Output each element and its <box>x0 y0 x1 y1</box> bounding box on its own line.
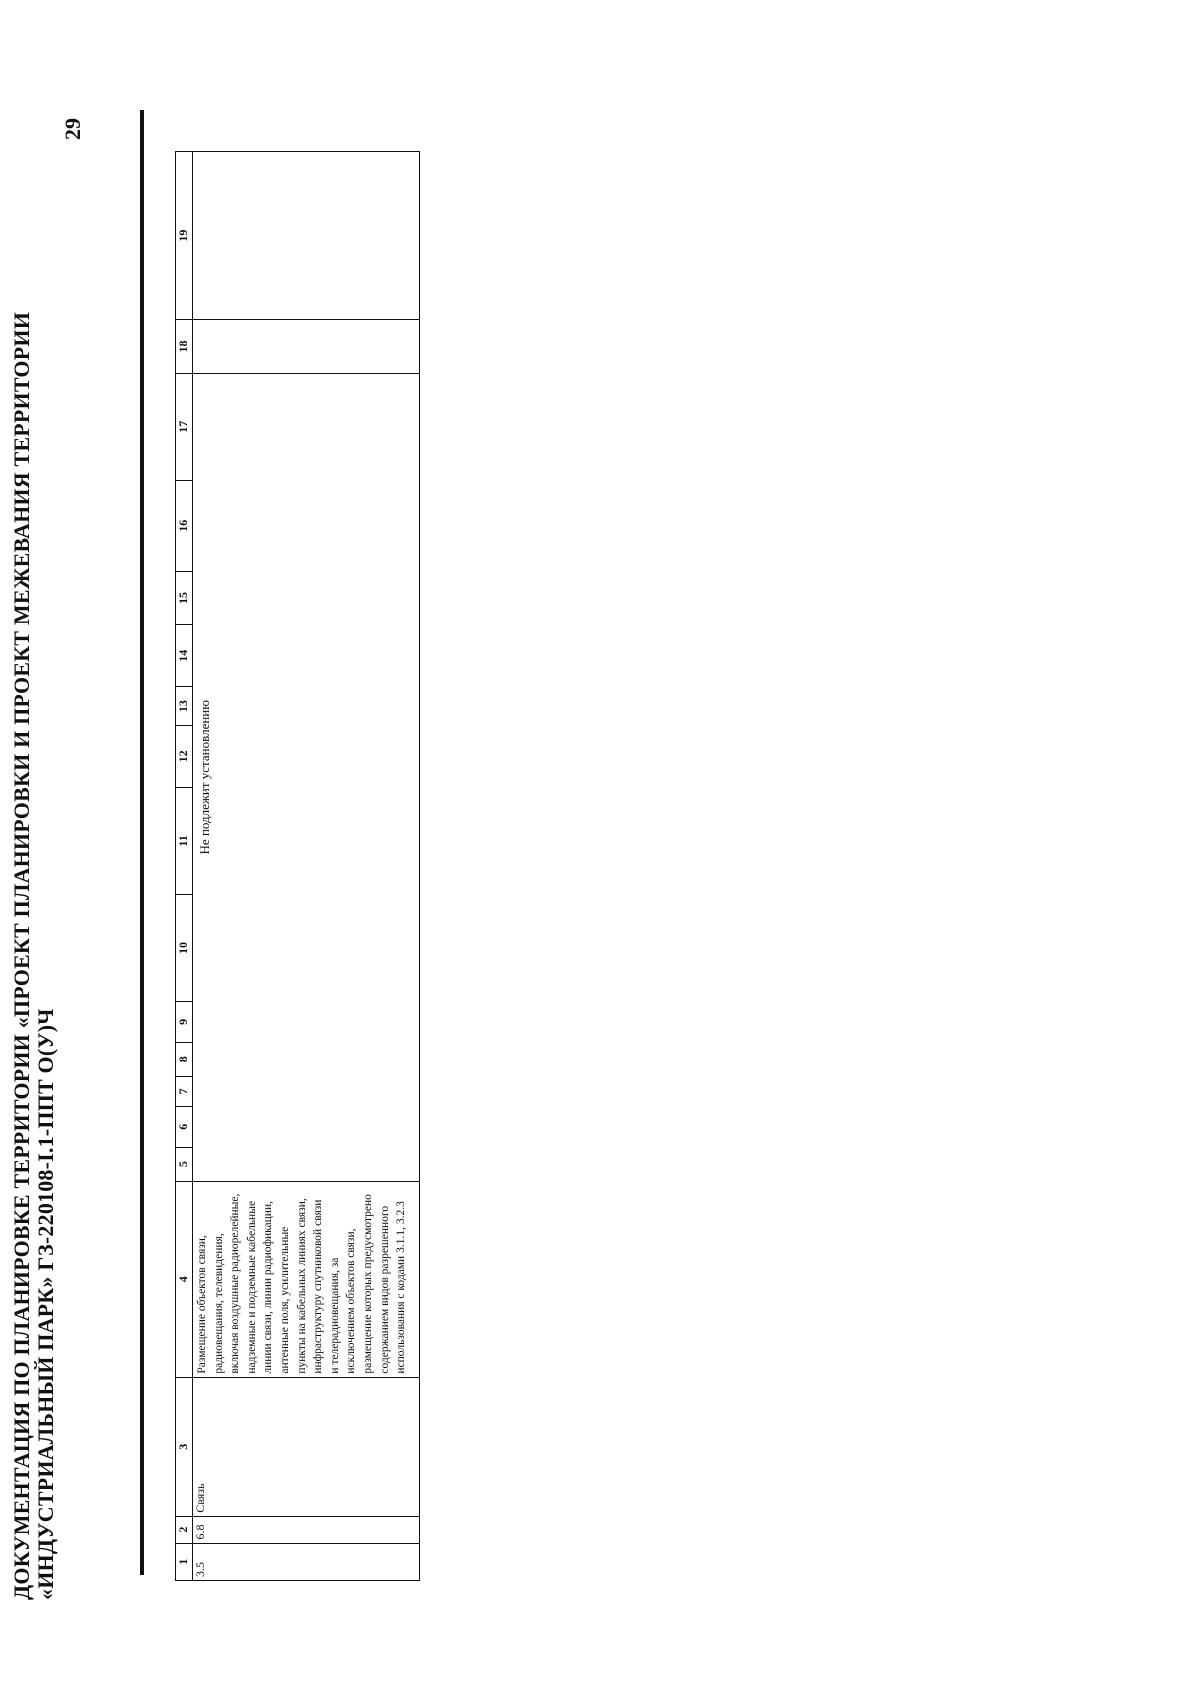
description-line: содержанием видов разрешенного <box>378 1205 391 1374</box>
cell-empty <box>193 320 420 374</box>
description-line: исключением объектов связи, <box>345 1228 358 1374</box>
header-line-2: «ИНДУСТРИАЛЬНЫЙ ПАРК» ГЗ-220108-I.1-ППТ О(У)Ч <box>33 1008 58 1600</box>
col-number: 4 <box>176 1181 193 1377</box>
column-number-row <box>176 152 193 1581</box>
col-number: 16 <box>176 480 193 571</box>
header-rule <box>140 110 144 1575</box>
cell-code: 3.5 <box>193 1543 420 1580</box>
table <box>175 151 420 1581</box>
regulations-table <box>175 151 420 1581</box>
cell-merged-not-established: Не подлежит установлению <box>193 373 420 1181</box>
description-line: антенные поля, усилительные <box>278 1226 291 1374</box>
col-number: 18 <box>176 320 193 374</box>
description-line: Размещение объектов связи, <box>196 1235 208 1374</box>
col-number: 11 <box>176 787 193 894</box>
description-line: инфраструктуру спутниковой связи <box>312 1199 325 1374</box>
description-line: надземные и подземные кабельные <box>245 1200 258 1374</box>
col-number: 5 <box>176 1147 193 1181</box>
description-line: использования с кодами 3.1.1, 3.2.3 <box>395 1201 408 1374</box>
col-number: 7 <box>176 1076 193 1106</box>
description-line: линии связи, линии радиофикации, <box>262 1201 275 1374</box>
col-number: 3 <box>176 1377 193 1516</box>
col-number: 8 <box>176 1042 193 1076</box>
col-number: 12 <box>176 725 193 787</box>
cell-empty <box>193 152 420 320</box>
description-line: размещение которых предусмотрено <box>361 1194 374 1374</box>
page-number: 29 <box>60 118 85 140</box>
description-line: пункты на кабельных линиях связи, <box>295 1198 308 1374</box>
table-row <box>193 152 420 1581</box>
col-number: 13 <box>176 687 193 726</box>
col-number: 6 <box>176 1106 193 1147</box>
cell-description <box>193 1181 420 1377</box>
col-number: 1 <box>176 1543 193 1580</box>
col-number: 9 <box>176 1001 193 1042</box>
header-line-1: ДОКУМЕНТАЦИЯ ПО ПЛАНИРОВКЕ ТЕРРИТОРИИ «ПРОЕКТ ПЛАНИРОВКИ И ПРОЕКТ МЕЖЕВАНИЯ ТЕРРИТОРИИ <box>9 311 34 1600</box>
col-number: 19 <box>176 152 193 320</box>
col-number: 2 <box>176 1516 193 1543</box>
col-number: 15 <box>176 571 193 625</box>
description-line: и телерадиовещания, за <box>328 1257 341 1374</box>
description-line: радиовещания, телевидения, <box>212 1233 225 1374</box>
cell-zone: 6.8 <box>193 1516 420 1543</box>
cell-use-name: Связь <box>193 1377 420 1516</box>
document-header <box>10 60 58 1600</box>
col-number: 14 <box>176 625 193 687</box>
col-number: 17 <box>176 373 193 480</box>
description-line: включая воздушные радиорелейные, <box>229 1193 242 1374</box>
col-number: 10 <box>176 894 193 1001</box>
